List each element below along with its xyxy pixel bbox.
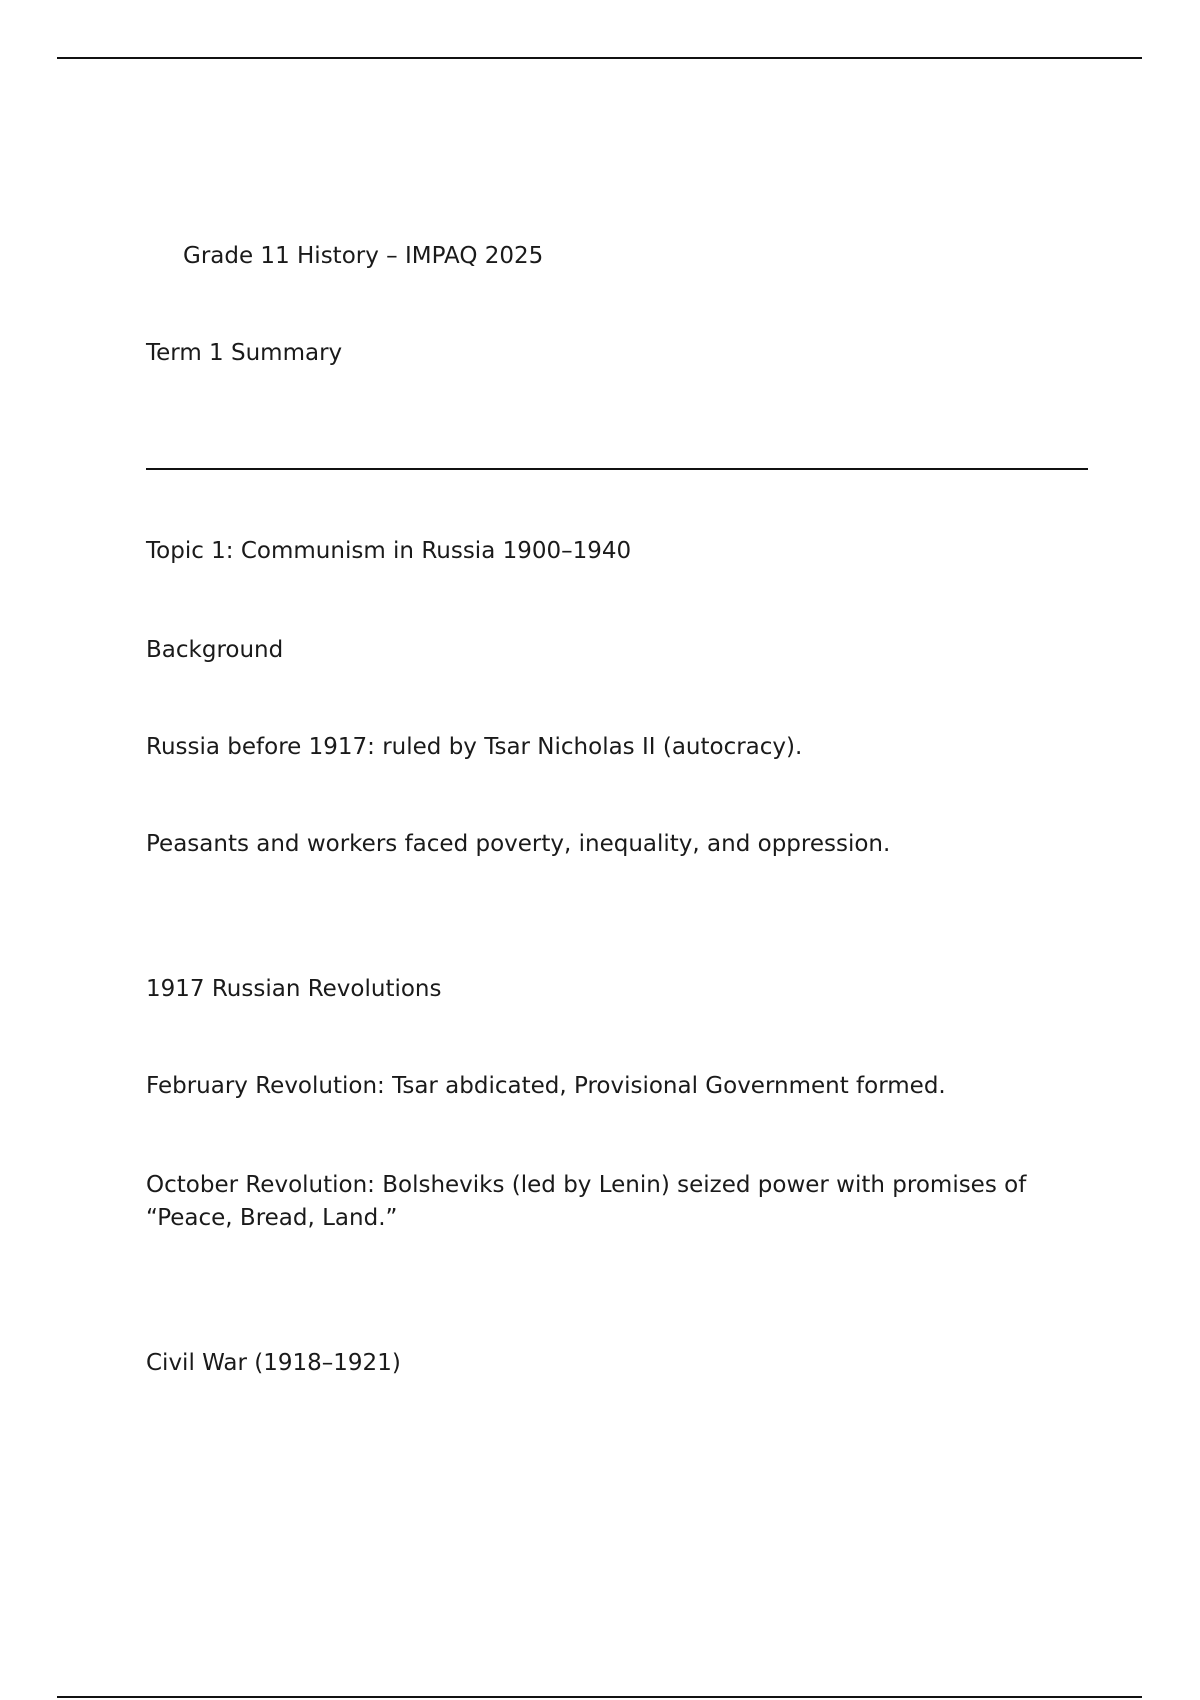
document-title: Grade 11 History – IMPAQ 2025 (183, 243, 544, 269)
page-bottom-rule (57, 1696, 1142, 1698)
civil-war-heading: Civil War (1918–1921) (146, 1350, 401, 1376)
document-subtitle: Term 1 Summary (146, 340, 343, 366)
section-divider (146, 468, 1088, 470)
topic-heading: Topic 1: Communism in Russia 1900–1940 (146, 538, 632, 564)
revolutions-heading: 1917 Russian Revolutions (146, 976, 442, 1002)
revolution-point: October Revolution: Bolsheviks (led by Lenin) seized power with promises of “Peace, Bread, Land.” (146, 1172, 1027, 1231)
revolution-point: February Revolution: Tsar abdicated, Provisional Government formed. (146, 1073, 946, 1099)
background-point: Russia before 1917: ruled by Tsar Nicholas II (autocracy). (146, 734, 803, 760)
background-heading: Background (146, 637, 284, 663)
page-top-rule (57, 57, 1142, 59)
background-point: Peasants and workers faced poverty, inequality, and oppression. (146, 831, 891, 857)
